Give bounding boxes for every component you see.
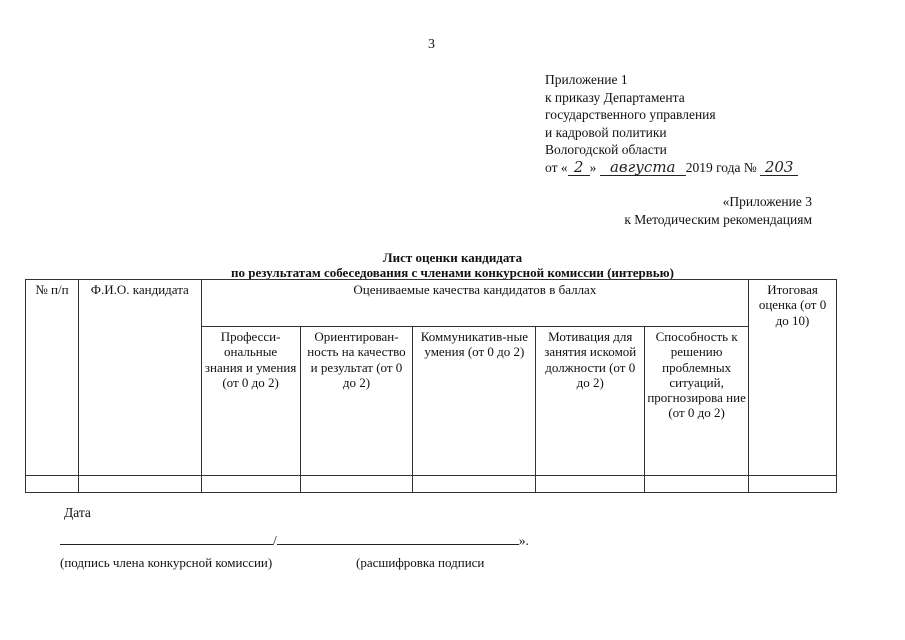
handwritten-month: августа <box>600 160 686 176</box>
title-line-1: Лист оценки кандидата <box>382 250 523 265</box>
header-communication-skills: Коммуникатив-ные умения (от 0 до 2) <box>413 327 536 476</box>
annex-3-line: к Методическим рекомендациям <box>624 212 812 227</box>
annex-line: Приложение 1 <box>545 72 628 87</box>
signature-blank <box>60 534 273 545</box>
signature-line <box>60 533 529 549</box>
header-motivation: Мотивация для занятия искомой должности (от 0 до 2) <box>536 327 645 476</box>
document-title <box>0 250 905 280</box>
decode-blank <box>277 534 519 545</box>
handwritten-order-number: 203 <box>760 160 798 176</box>
cell <box>536 476 645 493</box>
signature-caption: (подпись члена конкурсной комиссии) <box>60 555 273 570</box>
date-quote-close: » <box>589 159 597 175</box>
cell <box>749 476 837 493</box>
header-total-score: Итоговая оценка (от 0 до 10) <box>749 280 837 476</box>
evaluation-table <box>25 279 837 493</box>
order-date-line <box>545 159 798 177</box>
annex-3-line: «Приложение 3 <box>722 194 812 209</box>
cell <box>413 476 536 493</box>
signature-separator: / <box>273 533 277 548</box>
title-line-2: по результатам собеседования с членами конкурсной комиссии (интервью) <box>231 265 674 280</box>
annex-1-header <box>545 71 798 177</box>
annex-line: Вологодской области <box>545 142 667 158</box>
date-prefix: от « <box>545 159 568 175</box>
annex-3-header <box>600 193 812 229</box>
annex-line: государственного управления <box>545 107 716 123</box>
header-candidate-name: Ф.И.О. кандидата <box>78 280 201 476</box>
decode-caption: (расшифровка подписи <box>356 555 485 570</box>
cell <box>26 476 79 493</box>
header-professional-knowledge: Професси-ональные знания и умения (от 0 до 2) <box>201 327 300 476</box>
table-row <box>26 476 837 493</box>
header-quality-orientation: Ориентирован-ность на качество и результат (от 0 до 2) <box>300 327 413 476</box>
annex-line: к приказу Департамента <box>545 89 685 105</box>
cell <box>201 476 300 493</box>
handwritten-day: 2 <box>568 160 590 176</box>
year-text: 2019 года № <box>685 159 757 175</box>
header-number: № п/п <box>26 280 79 476</box>
signature-closing: ». <box>518 533 529 548</box>
annex-line: и кадровой политики <box>545 124 667 140</box>
header-qualities: Оцениваемые качества кандидатов в баллах <box>201 280 748 327</box>
date-label: Дата <box>64 505 91 520</box>
cell <box>645 476 749 493</box>
page-number: 3 <box>428 37 435 52</box>
cell <box>78 476 201 493</box>
cell <box>300 476 413 493</box>
header-problem-solving: Способность к решению проблемных ситуаций, прогнозирова ние (от 0 до 2) <box>645 327 749 476</box>
